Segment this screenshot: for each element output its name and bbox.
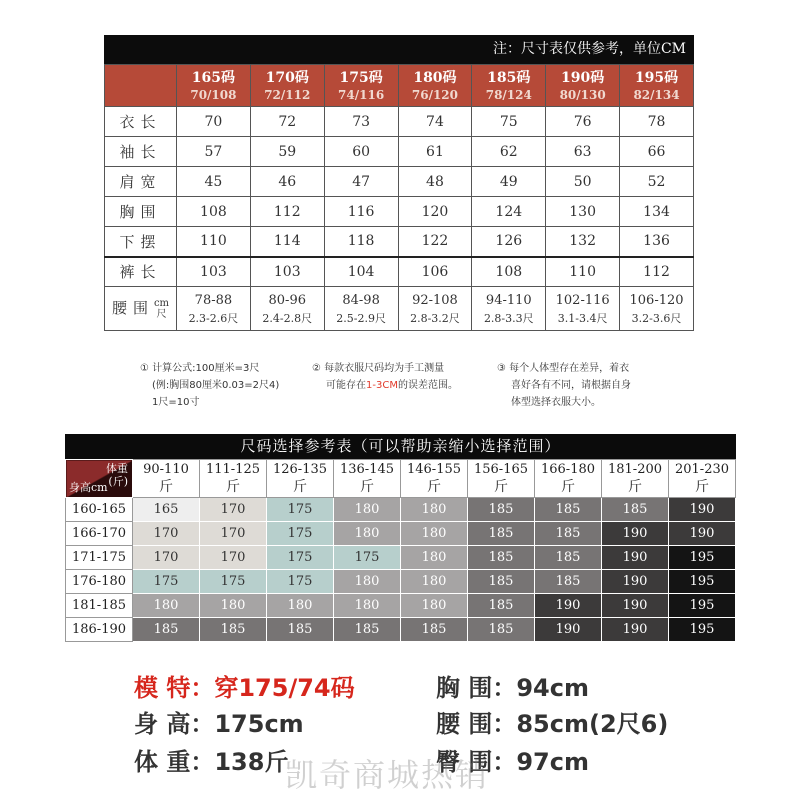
measure-label: 袖长 (105, 137, 177, 167)
waist-value: 84-98 2.5-2.9尺 (324, 287, 398, 331)
measure-label: 裤长 (105, 257, 177, 287)
height-row (66, 522, 736, 546)
recommended-size: 175 (267, 498, 334, 522)
size-header-corner (105, 65, 177, 107)
waist-row (105, 287, 694, 331)
measure-value: 73 (324, 107, 398, 137)
height-row (66, 594, 736, 618)
measure-value: 103 (250, 257, 324, 287)
measure-value: 50 (546, 167, 620, 197)
height-row (66, 546, 736, 570)
note-measurement: ② 每款衣服尺码均为手工测量 可能存在1-3CM的误差范围。 (312, 363, 458, 391)
recommended-size: 190 (602, 522, 669, 546)
size-header-cell: 175码 74/116 (324, 65, 398, 107)
measure-value: 61 (398, 137, 472, 167)
model-hip: 臀 围：97cm (436, 748, 589, 776)
recommended-size: 170 (200, 522, 267, 546)
waist-value: 78-88 2.3-2.6尺 (177, 287, 251, 331)
measure-value: 120 (398, 197, 472, 227)
size-chart-table (104, 64, 694, 331)
weight-header-cell: 136-145 斤 (334, 460, 401, 498)
measure-value: 75 (472, 107, 546, 137)
measure-value: 108 (177, 197, 251, 227)
size-header-cell: 165码 70/108 (177, 65, 251, 107)
recommended-size: 180 (334, 570, 401, 594)
weight-header-cell: 111-125 斤 (200, 460, 267, 498)
measure-value: 104 (324, 257, 398, 287)
recommended-size: 190 (535, 594, 602, 618)
waist-value: 106-120 3.2-3.6尺 (620, 287, 694, 331)
measure-value: 47 (324, 167, 398, 197)
recommended-size: 180 (401, 522, 468, 546)
note-formula: ① 计算公式:100厘米=3尺 (例:胸围80厘米0.03=2尺4) 1尺=10寸 (140, 363, 280, 408)
weight-header-row (66, 460, 736, 498)
recommended-size: 190 (535, 618, 602, 642)
recommended-size: 180 (334, 522, 401, 546)
height-range: 186-190 (66, 618, 133, 642)
recommended-size: 180 (267, 594, 334, 618)
height-range: 181-185 (66, 594, 133, 618)
measure-label: 胸围 (105, 197, 177, 227)
recommended-size: 175 (267, 522, 334, 546)
measure-value: 130 (546, 197, 620, 227)
measure-value: 45 (177, 167, 251, 197)
waist-label: 腰围cm 尺 (105, 287, 177, 331)
waist-value: 94-110 2.8-3.3尺 (472, 287, 546, 331)
recommended-size: 180 (133, 594, 200, 618)
recommended-size: 185 (200, 618, 267, 642)
measure-value: 66 (620, 137, 694, 167)
height-range: 160-165 (66, 498, 133, 522)
measure-value: 116 (324, 197, 398, 227)
recommended-size: 185 (267, 618, 334, 642)
recommended-size: 185 (535, 498, 602, 522)
model-weight: 体 重：138斤 (134, 748, 289, 776)
waist-value: 80-96 2.4-2.8尺 (250, 287, 324, 331)
measure-row (105, 107, 694, 137)
measure-value: 63 (546, 137, 620, 167)
height-range: 166-170 (66, 522, 133, 546)
recommended-size: 180 (334, 594, 401, 618)
note-body-type: ③ 每个人体型存在差异，着衣 喜好各有不同，请根据自身 体型选择衣服大小。 (497, 363, 631, 408)
recommended-size: 165 (133, 498, 200, 522)
measure-value: 48 (398, 167, 472, 197)
recommended-size: 180 (401, 498, 468, 522)
measure-value: 106 (398, 257, 472, 287)
recommended-size: 180 (401, 546, 468, 570)
weight-header-cell: 166-180 斤 (535, 460, 602, 498)
model-size-worn: 模 特：穿175/74码 (134, 674, 355, 702)
size-header-cell: 190码 80/130 (546, 65, 620, 107)
measure-label: 衣长 (105, 107, 177, 137)
height-range: 171-175 (66, 546, 133, 570)
measure-value: 52 (620, 167, 694, 197)
recommended-size: 175 (267, 546, 334, 570)
measure-value: 136 (620, 227, 694, 257)
measure-value: 78 (620, 107, 694, 137)
measure-label: 下摆 (105, 227, 177, 257)
model-height: 身 高：175cm (134, 710, 304, 738)
recommended-size: 185 (133, 618, 200, 642)
measure-value: 103 (177, 257, 251, 287)
weight-header-cell: 201-230 斤 (669, 460, 736, 498)
waist-value: 92-108 2.8-3.2尺 (398, 287, 472, 331)
height-row (66, 570, 736, 594)
measure-value: 62 (472, 137, 546, 167)
measure-value: 118 (324, 227, 398, 257)
height-row (66, 618, 736, 642)
height-range: 176-180 (66, 570, 133, 594)
size-header-cell: 195码 82/134 (620, 65, 694, 107)
recommended-size: 175 (200, 570, 267, 594)
measure-value: 57 (177, 137, 251, 167)
measure-value: 124 (472, 197, 546, 227)
size-selector-chart (65, 434, 736, 642)
recommended-size: 185 (468, 594, 535, 618)
measure-value: 74 (398, 107, 472, 137)
size-header-cell: 170码 72/112 (250, 65, 324, 107)
measure-value: 108 (472, 257, 546, 287)
measure-value: 60 (324, 137, 398, 167)
recommended-size: 180 (334, 498, 401, 522)
recommended-size: 185 (468, 618, 535, 642)
measure-row (105, 227, 694, 257)
recommended-size: 175 (133, 570, 200, 594)
recommended-size: 185 (535, 570, 602, 594)
measure-value: 134 (620, 197, 694, 227)
recommended-size: 170 (200, 498, 267, 522)
recommended-size: 185 (535, 546, 602, 570)
height-row (66, 498, 736, 522)
recommended-size: 190 (669, 498, 736, 522)
recommended-size: 185 (334, 618, 401, 642)
measure-value: 70 (177, 107, 251, 137)
size-header-cell: 185码 78/124 (472, 65, 546, 107)
measure-value: 112 (620, 257, 694, 287)
recommended-size: 185 (602, 498, 669, 522)
weight-height-corner: 体重 (斤) 身高cm (66, 460, 133, 498)
size-header-cell: 180码 76/120 (398, 65, 472, 107)
measure-value: 76 (546, 107, 620, 137)
measure-row (105, 137, 694, 167)
recommended-size: 185 (535, 522, 602, 546)
measure-value: 114 (250, 227, 324, 257)
weight-header-cell: 90-110 斤 (133, 460, 200, 498)
recommended-size: 185 (468, 498, 535, 522)
recommended-size: 190 (602, 546, 669, 570)
measure-value: 49 (472, 167, 546, 197)
measure-value: 122 (398, 227, 472, 257)
measure-value: 112 (250, 197, 324, 227)
recommended-size: 190 (602, 618, 669, 642)
size-selector-title: 尺码选择参考表（可以帮助亲缩小选择范围） (65, 434, 736, 459)
recommended-size: 175 (334, 546, 401, 570)
size-chart-note: 注：尺寸表仅供参考，单位CM (104, 35, 694, 64)
recommended-size: 180 (200, 594, 267, 618)
watermark: 凯奇商城热销 (285, 756, 490, 794)
recommended-size: 195 (669, 594, 736, 618)
recommended-size: 190 (669, 522, 736, 546)
model-chest: 胸 围：94cm (436, 674, 589, 702)
measure-value: 132 (546, 227, 620, 257)
recommended-size: 185 (468, 570, 535, 594)
measure-value: 126 (472, 227, 546, 257)
model-waist: 腰 围：85cm(2尺6) (436, 710, 669, 738)
weight-header-cell: 126-135 斤 (267, 460, 334, 498)
measure-value: 46 (250, 167, 324, 197)
recommended-size: 170 (133, 522, 200, 546)
recommended-size: 180 (401, 594, 468, 618)
weight-header-cell: 146-155 斤 (401, 460, 468, 498)
weight-header-cell: 181-200 斤 (602, 460, 669, 498)
recommended-size: 175 (267, 570, 334, 594)
measure-row (105, 257, 694, 287)
recommended-size: 190 (602, 594, 669, 618)
recommended-size: 190 (602, 570, 669, 594)
recommended-size: 195 (669, 618, 736, 642)
recommended-size: 195 (669, 570, 736, 594)
recommended-size: 170 (133, 546, 200, 570)
size-chart (104, 35, 694, 331)
recommended-size: 170 (200, 546, 267, 570)
measure-value: 72 (250, 107, 324, 137)
measure-value: 110 (546, 257, 620, 287)
weight-header-cell: 156-165 斤 (468, 460, 535, 498)
recommended-size: 185 (468, 522, 535, 546)
measure-value: 110 (177, 227, 251, 257)
recommended-size: 180 (401, 570, 468, 594)
measure-value: 59 (250, 137, 324, 167)
recommended-size: 185 (468, 546, 535, 570)
recommended-size: 185 (401, 618, 468, 642)
recommended-size: 195 (669, 546, 736, 570)
measure-label: 肩宽 (105, 167, 177, 197)
measure-row (105, 167, 694, 197)
measure-row (105, 197, 694, 227)
size-selector-table (65, 459, 736, 642)
size-header-row (105, 65, 694, 107)
waist-value: 102-116 3.1-3.4尺 (546, 287, 620, 331)
